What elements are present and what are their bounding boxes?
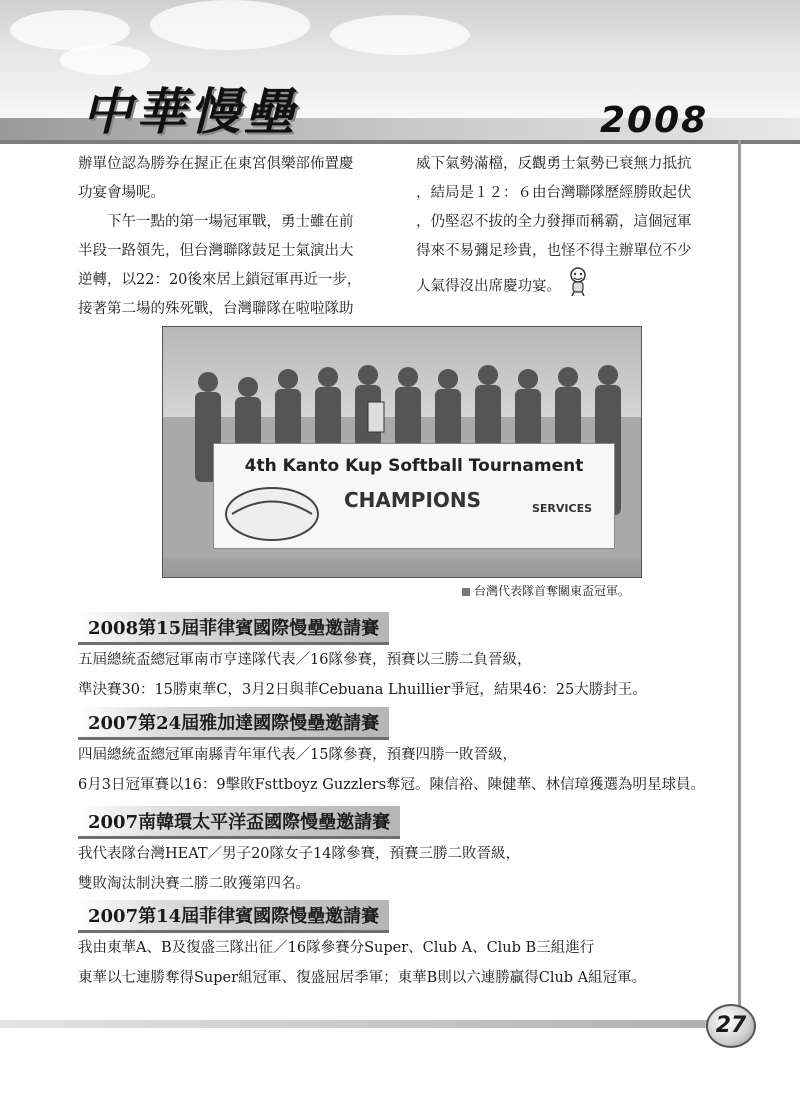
- article-line: 半段一路領先，但台灣聯隊鼓足士氣演出大: [78, 243, 354, 259]
- article-line-end: [416, 266, 736, 307]
- article-line: 功宴會場呢。: [78, 185, 165, 201]
- article-line: 接著第二場的殊死戰，台灣聯隊在啦啦隊助: [78, 301, 354, 317]
- article-line: 下午一點的第一場冠軍戰，勇士雖在前: [107, 214, 354, 230]
- cloud-shape: [330, 15, 470, 55]
- section-heading: 2008第15屆菲律賓國際慢壘邀請賽: [78, 612, 389, 645]
- photo-caption: 台灣代表隊首奪關東盃冠軍。: [462, 582, 630, 599]
- results-section: [78, 612, 738, 705]
- article-column-left: [78, 150, 398, 324]
- section-line: 我代表隊台灣HEAT／男子20隊女子14隊參賽，預賽三勝二敗晉級，: [78, 846, 520, 862]
- cloud-shape: [10, 10, 130, 50]
- article-column-right: [416, 150, 736, 307]
- results-section: [78, 707, 738, 800]
- cloud-shape: [150, 0, 310, 50]
- mascot-icon: [565, 266, 591, 307]
- section-line: 我由東華A、B及復盛三隊出征／16隊參賽分Super、Club A、Club B三組進行: [78, 940, 595, 956]
- banner-title: 4th Kanto Kup Softball Tournament: [244, 456, 584, 476]
- banner-champions: CHAMPIONS: [344, 488, 482, 512]
- page-number: 27: [706, 1004, 756, 1048]
- right-margin-rule: [738, 140, 741, 1020]
- results-section: [78, 806, 738, 899]
- section-line: 五屆總統盃總冠軍南市亨達隊代表／16隊參賽，預賽以三勝二負晉級，: [78, 652, 532, 668]
- section-line: 東華以七連勝奪得Super組冠軍、復盛屈居季軍；東華B則以六連勝贏得Club A組冠軍。: [78, 970, 647, 986]
- section-heading: 2007第24屆雅加達國際慢壘邀請賽: [78, 707, 389, 740]
- article-line: 逆轉，以22：20後來居上鎖冠軍再近一步，: [78, 272, 362, 288]
- section-line: 準決賽30：15勝東華C，3月2日與菲Cebuana Lhuillier爭冠，結果46：25大勝封王。: [78, 682, 647, 698]
- issue-year: 2008: [600, 100, 709, 141]
- article-line: 辦單位認為勝券在握正在東宮俱樂部佈置慶: [78, 156, 354, 172]
- results-section: [78, 900, 738, 993]
- magazine-logo: 中華慢壘: [82, 83, 298, 141]
- section-heading: 2007南韓環太平洋盃國際慢壘邀請賽: [78, 806, 400, 839]
- tournament-banner: [213, 443, 615, 549]
- article-line: 得來不易彌足珍貴，也怪不得主辦單位不少: [416, 243, 692, 259]
- banner-sponsor: SERVICES: [532, 502, 593, 515]
- section-heading: 2007第14屆菲律賓國際慢壘邀請賽: [78, 900, 389, 933]
- team-photo: [162, 326, 642, 578]
- article-line: ，結局是１２：６由台灣聯隊歷經勝敗起伏: [416, 185, 692, 201]
- section-line: 雙敗淘汰制決賽二勝二敗獲第四名。: [78, 876, 310, 892]
- article-line: ，仍堅忍不拔的全力發揮而稱霸，這個冠軍: [416, 214, 692, 230]
- cloud-shape: [60, 45, 150, 75]
- article-line: 人氣得沒出席慶功宴。: [416, 278, 561, 295]
- section-line: 四屆總統盃總冠軍南縣青年軍代表／15隊參賽，預賽四勝一敗晉級，: [78, 747, 517, 763]
- section-line: 6月3日冠軍賽以16：9擊敗Fsttboyz Guzzlers奪冠。陳信裕、陳健華、林信璋獲選為明星球員。: [78, 777, 706, 793]
- softball-logo-icon: [222, 484, 322, 544]
- article-line: 威下氣勢滿檔，反觀勇士氣勢已衰無力抵抗: [416, 156, 692, 172]
- footer-bar: [0, 1020, 712, 1028]
